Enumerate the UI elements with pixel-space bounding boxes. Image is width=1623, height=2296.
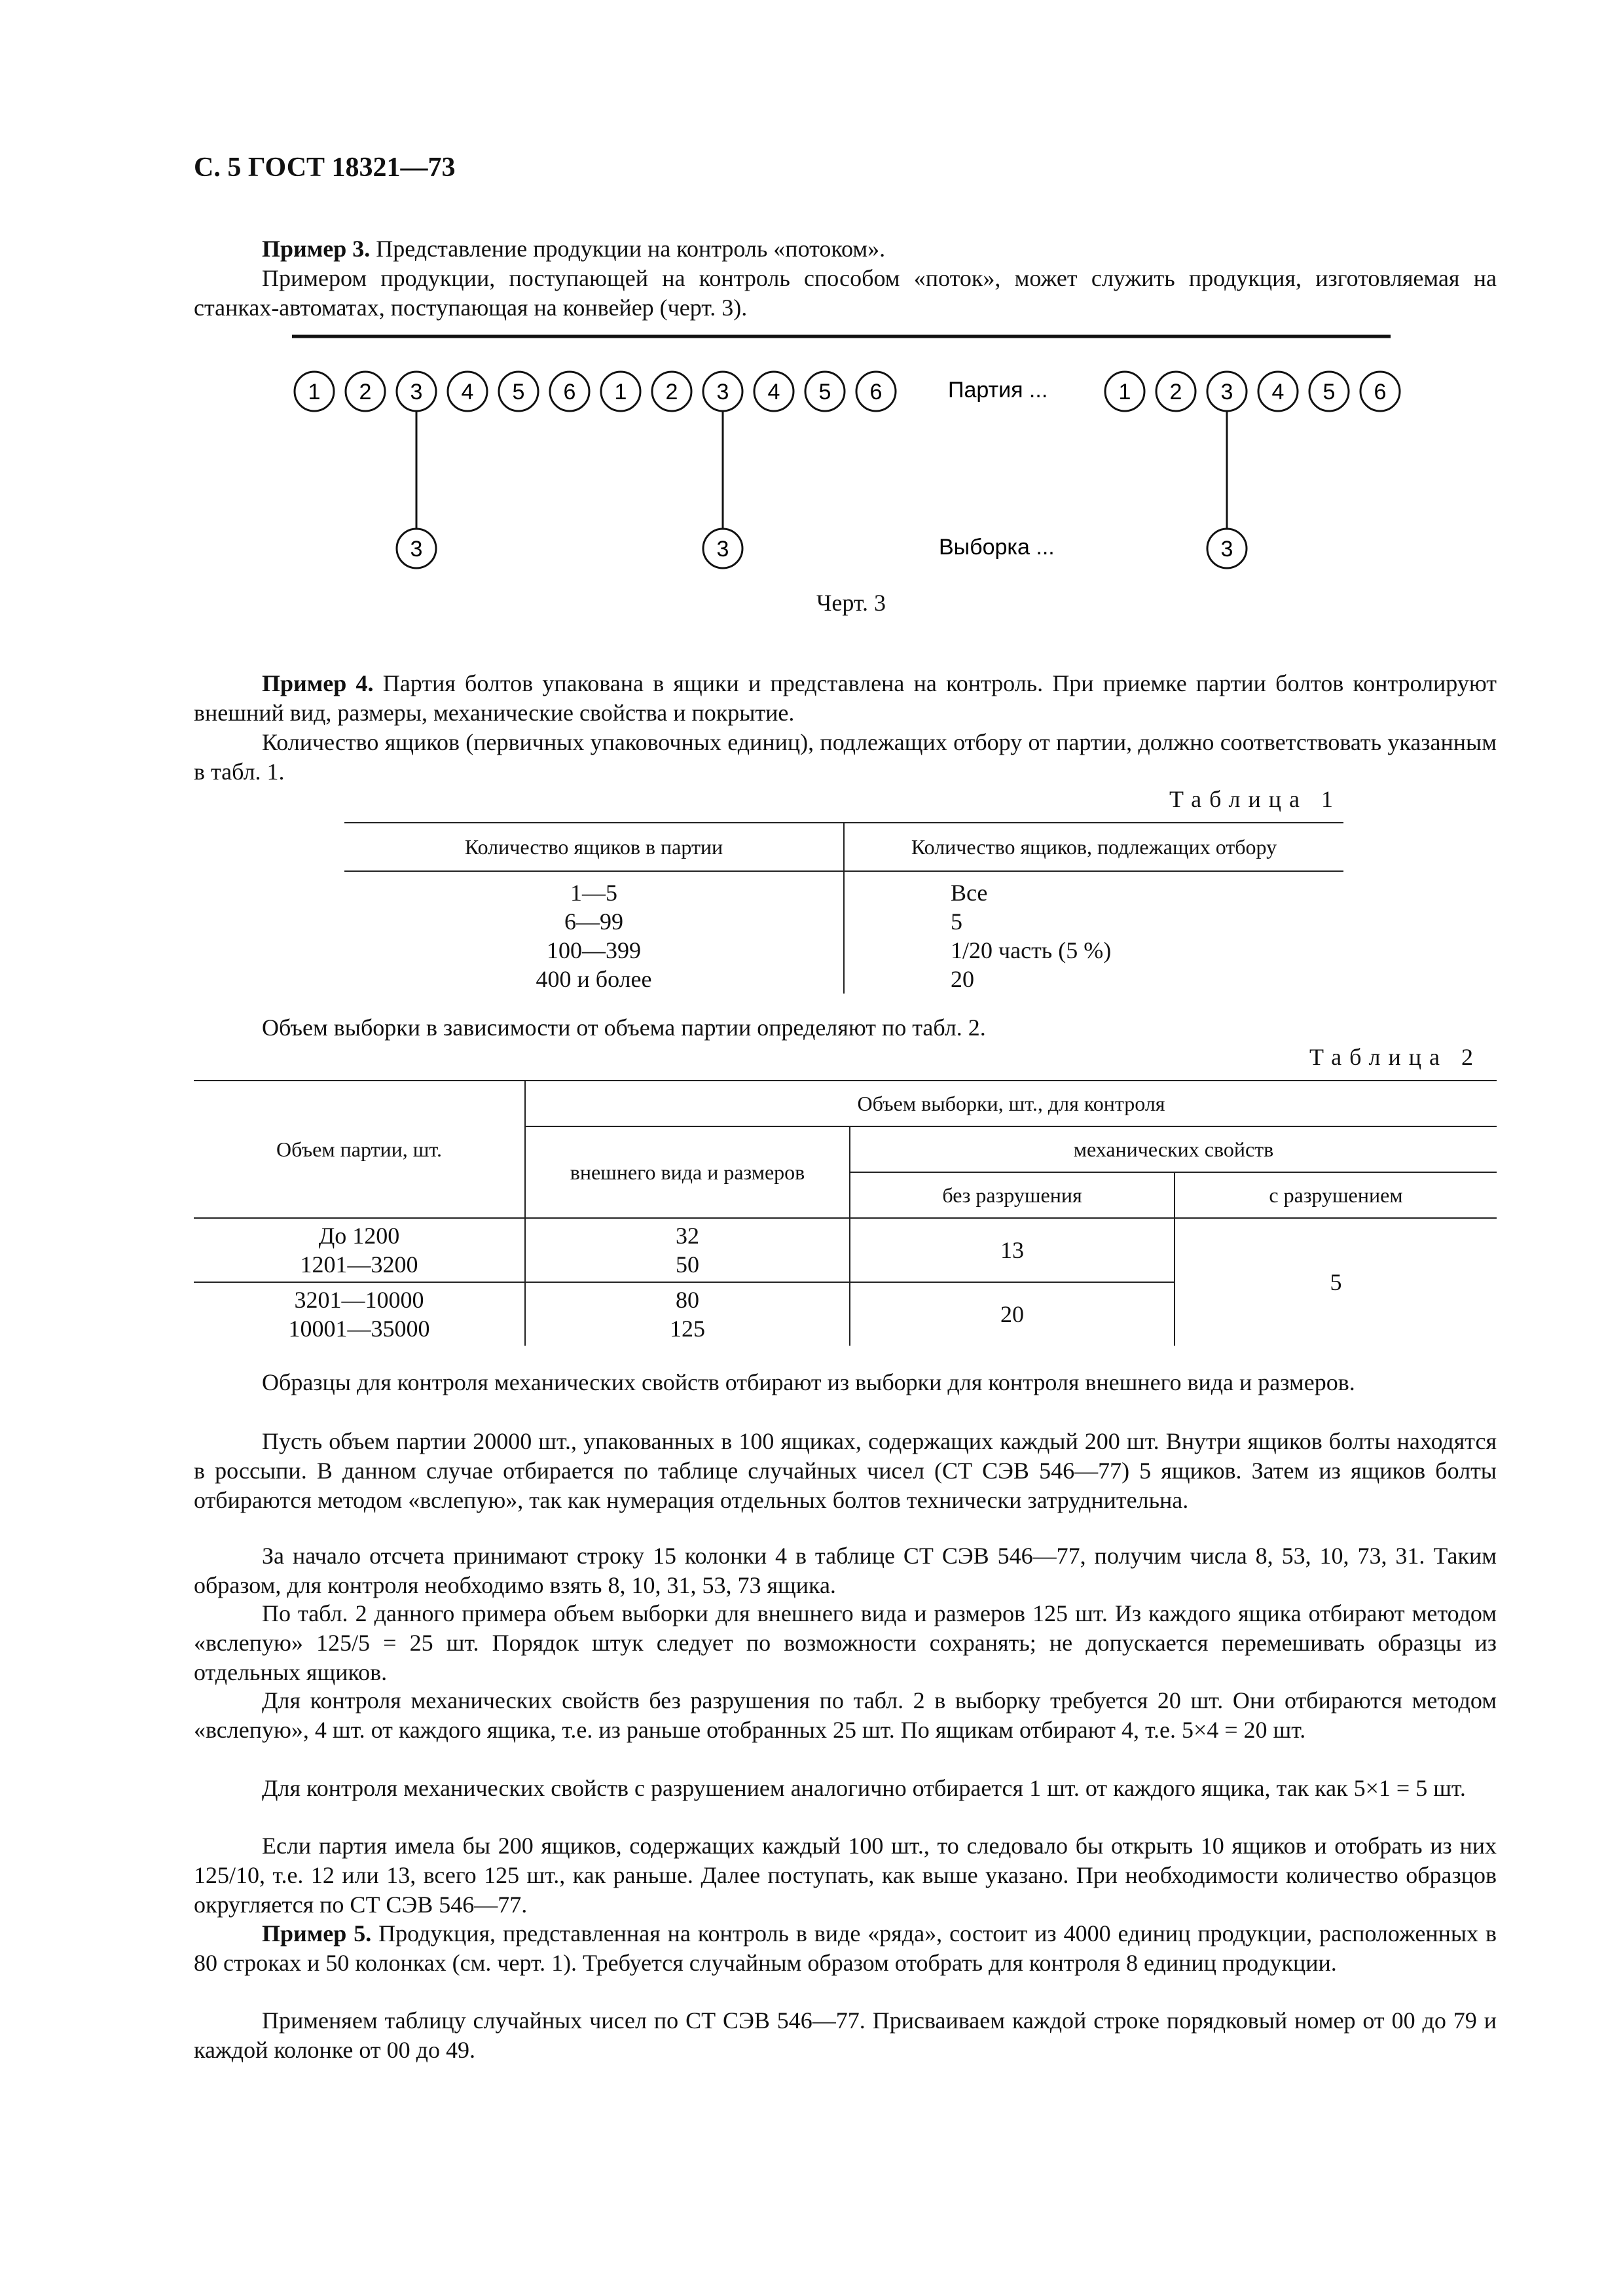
table1-cell: 20	[951, 966, 974, 992]
party-item-circle	[652, 372, 691, 411]
table1-cell: 5	[951, 908, 962, 935]
example4-text: Партия болтов упакована в ящики и представлена на контроль. При приемке партии болтов контролируют внешний вид, размеры, механические свойства и покрытие.	[194, 670, 1497, 726]
table2-cell: 5	[1175, 1218, 1497, 1346]
table2-cell-line: 50	[676, 1251, 699, 1278]
example4-heading	[194, 669, 1497, 728]
sample-circle	[1207, 529, 1247, 568]
party-item-circle-label: 5	[818, 380, 831, 404]
table2-cell-line: 10001—35000	[288, 1316, 430, 1342]
table1-cell: 1—5	[570, 880, 617, 906]
party-item-circle-label: 6	[869, 380, 883, 404]
diagram-caption: Черт. 3	[816, 590, 886, 616]
party-item-circle	[397, 372, 436, 411]
party-item-circle-label: 3	[1220, 380, 1233, 404]
table-row	[194, 1218, 1497, 1282]
table2-cell	[194, 1282, 525, 1346]
party-item-circle	[754, 372, 793, 411]
party-item-circle	[295, 372, 334, 411]
body-paragraph: По табл. 2 данного примера объем выборки для внешнего вида и размеров 125 шт. Из каждого ящика отбирают методом «вслепую» 125/5 = 25 шт. Порядок штук следует по возможности сохранять; не допускается перемешивать образцы из отдельных ящиков.	[194, 1600, 1497, 1685]
party-item-circle	[1105, 372, 1144, 411]
vyborka-label: Выборка ...	[939, 535, 1055, 560]
sample-circles	[397, 411, 1247, 568]
table2-header-destr: с разрушением	[1175, 1172, 1497, 1218]
party-item-circle-label: 2	[665, 380, 678, 404]
party-item-circle	[448, 372, 487, 411]
party-item-circle-label: 3	[716, 380, 729, 404]
table2-header-sample: Объем выборки, шт., для контроля	[525, 1081, 1497, 1126]
table1-header-selected: Количество ящиков, подлежащих отбору	[844, 823, 1343, 871]
table1-caption: Таблица 1	[1169, 786, 1341, 812]
table1-header-party: Количество ящиков в партии	[344, 823, 844, 871]
table1-cell: Все	[951, 880, 988, 906]
party-item-circle-label: 2	[359, 380, 372, 404]
party-item-circle-label: 4	[767, 380, 780, 404]
party-item-circle	[499, 372, 538, 411]
example3-heading	[194, 234, 1497, 264]
table1-col-selected	[844, 871, 1343, 994]
table1-cell: 1/20 часть (5 %)	[951, 937, 1112, 963]
party-item-circle-label: 4	[1271, 380, 1285, 404]
flow-diagram-svg	[194, 327, 1438, 602]
party-item-circle	[1258, 372, 1298, 411]
table2-cell: 20	[850, 1282, 1175, 1346]
table2-cell	[194, 1218, 525, 1282]
sample-circle	[397, 529, 436, 568]
party-item-circle	[805, 372, 845, 411]
table-row	[344, 871, 1343, 994]
table2-caption: Таблица 2	[1309, 1044, 1481, 1070]
table2-header-party: Объем партии, шт.	[194, 1081, 525, 1218]
table2-cell-line: До 1200	[318, 1223, 400, 1249]
table2-intro: Объем выборки в зависимости от объема партии определяют по табл. 2.	[262, 1014, 986, 1041]
table2-cell	[525, 1218, 850, 1282]
example5-description: Применяем таблицу случайных чисел по СТ СЭВ 546—77. Присваиваем каждой строке порядковый номер от 00 до 79 и каждой колонке от 00 до 49.	[194, 2007, 1497, 2063]
example4-description: Количество ящиков (первичных упаковочных единиц), подлежащих отбору от партии, должно соответствовать указанным в табл. 1.	[194, 729, 1497, 785]
table2-cell-line: 80	[676, 1287, 699, 1313]
table1-cell: 400 и более	[536, 966, 652, 992]
body-paragraph: За начало отсчета принимают строку 15 колонки 4 в таблице СТ СЭВ 546—77, получим числа 8, 53, 10, 73, 31. Таким образом, для контроля необходимо взять 8, 10, 31, 53, 73 ящика.	[194, 1543, 1497, 1598]
example3-text: Представление продукции на контроль «потоком».	[370, 236, 886, 262]
table2-header-mech: механических свойств	[850, 1126, 1497, 1172]
party-item-circle	[1156, 372, 1195, 411]
table1-cell: 100—399	[547, 937, 641, 963]
party-item-circle	[856, 372, 896, 411]
page-header: С. 5 ГОСТ 18321—73	[194, 152, 456, 183]
body-paragraph: Для контроля механических свойств с разрушением аналогично отбирается 1 шт. от каждого ящика, так как 5×1 = 5 шт.	[262, 1775, 1466, 1801]
sample-circle-label: 3	[716, 537, 729, 562]
table2-header-row	[194, 1081, 1497, 1126]
party-item-circle-label: 1	[1118, 380, 1131, 404]
table2-header-nondestr: без разрушения	[850, 1172, 1175, 1218]
flow-diagram	[194, 327, 1438, 602]
party-item-circle-label: 6	[1374, 380, 1387, 404]
table1-header-row	[344, 823, 1343, 871]
table1-col-party	[344, 871, 844, 994]
body-paragraph: Образцы для контроля механических свойств отбирают из выборки для контроля внешнего вида и размеров.	[262, 1369, 1355, 1395]
table1	[344, 822, 1343, 994]
body-paragraph: Для контроля механических свойств без разрушения по табл. 2 в выборку требуется 20 шт. Они отбираются методом «вслепую», 4 шт. от каждого ящика, т.е. из раньше отобранных 25 шт. По ящикам отбирают 4, т.е. 5×4 = 20 шт.	[194, 1687, 1497, 1743]
example5-label: Пример 5.	[262, 1920, 372, 1946]
party-item-circle-label: 5	[1322, 380, 1336, 404]
partiya-label: Партия ...	[948, 378, 1048, 403]
party-item-circle-label: 1	[308, 380, 321, 404]
body-paragraph: Если партия имела бы 200 ящиков, содержащих каждый 100 шт., то следовало бы открыть 10 ящиков и отобрать из них 125/10, т.е. 12 или 13, всего 125 шт., как раньше. Далее поступать, как выше указано. При необходимости количество образцов округляется по СТ СЭВ 546—77.	[194, 1833, 1497, 1918]
party-circles-group2	[1105, 372, 1400, 411]
table2-cell-line: 125	[670, 1316, 705, 1342]
table2-cell-line: 32	[676, 1223, 699, 1249]
party-item-circle-label: 4	[461, 380, 474, 404]
table2-cell: 13	[850, 1218, 1175, 1282]
party-item-circle	[601, 372, 640, 411]
sample-circle-label: 3	[410, 537, 423, 562]
table1-cell: 6—99	[564, 908, 623, 935]
table2-header-visual: внешнего вида и размеров	[525, 1126, 850, 1218]
example5-heading	[194, 1919, 1497, 1978]
party-item-circle	[1309, 372, 1349, 411]
party-item-circle	[346, 372, 385, 411]
table2	[194, 1080, 1497, 1346]
party-item-circle-label: 5	[512, 380, 525, 404]
party-item-circle-label: 3	[410, 380, 423, 404]
table2-cell	[525, 1282, 850, 1346]
party-item-circle-label: 6	[563, 380, 576, 404]
example4-label: Пример 4.	[262, 670, 374, 696]
example5-text: Продукция, представленная на контроль в виде «ряда», состоит из 4000 единиц продукции, расположенных в 80 строках и 50 колонках (см. черт. 1). Требуется случайным образом отобрать для контроля 8 единиц продукции.	[194, 1920, 1497, 1976]
table2-cell-line: 3201—10000	[294, 1287, 424, 1313]
party-item-circle	[1360, 372, 1400, 411]
table2-cell-line: 1201—3200	[300, 1251, 418, 1278]
example3-description: Примером продукции, поступающей на контроль способом «поток», может служить продукция, изготовляемая на станках-автоматах, поступающая на конвейер (черт. 3).	[194, 265, 1497, 321]
party-circles-group1	[295, 372, 896, 411]
party-item-circle	[550, 372, 589, 411]
sample-circle	[703, 529, 742, 568]
party-item-circle-label: 2	[1169, 380, 1182, 404]
body-paragraph: Пусть объем партии 20000 шт., упакованных в 100 ящиках, содержащих каждый 200 шт. Внутри ящиков болты находятся в россыпи. В данном случае отбирается по таблице случайных чисел (СТ СЭВ 546—77) 5 ящиков. Затем из ящиков болты отбираются методом «вслепую», так как нумерация отдельных болтов технически затруднительна.	[194, 1428, 1497, 1513]
example3-label: Пример 3.	[262, 236, 371, 262]
sample-circle-label: 3	[1220, 537, 1233, 562]
party-item-circle	[703, 372, 742, 411]
party-item-circle	[1207, 372, 1247, 411]
party-item-circle-label: 1	[614, 380, 627, 404]
